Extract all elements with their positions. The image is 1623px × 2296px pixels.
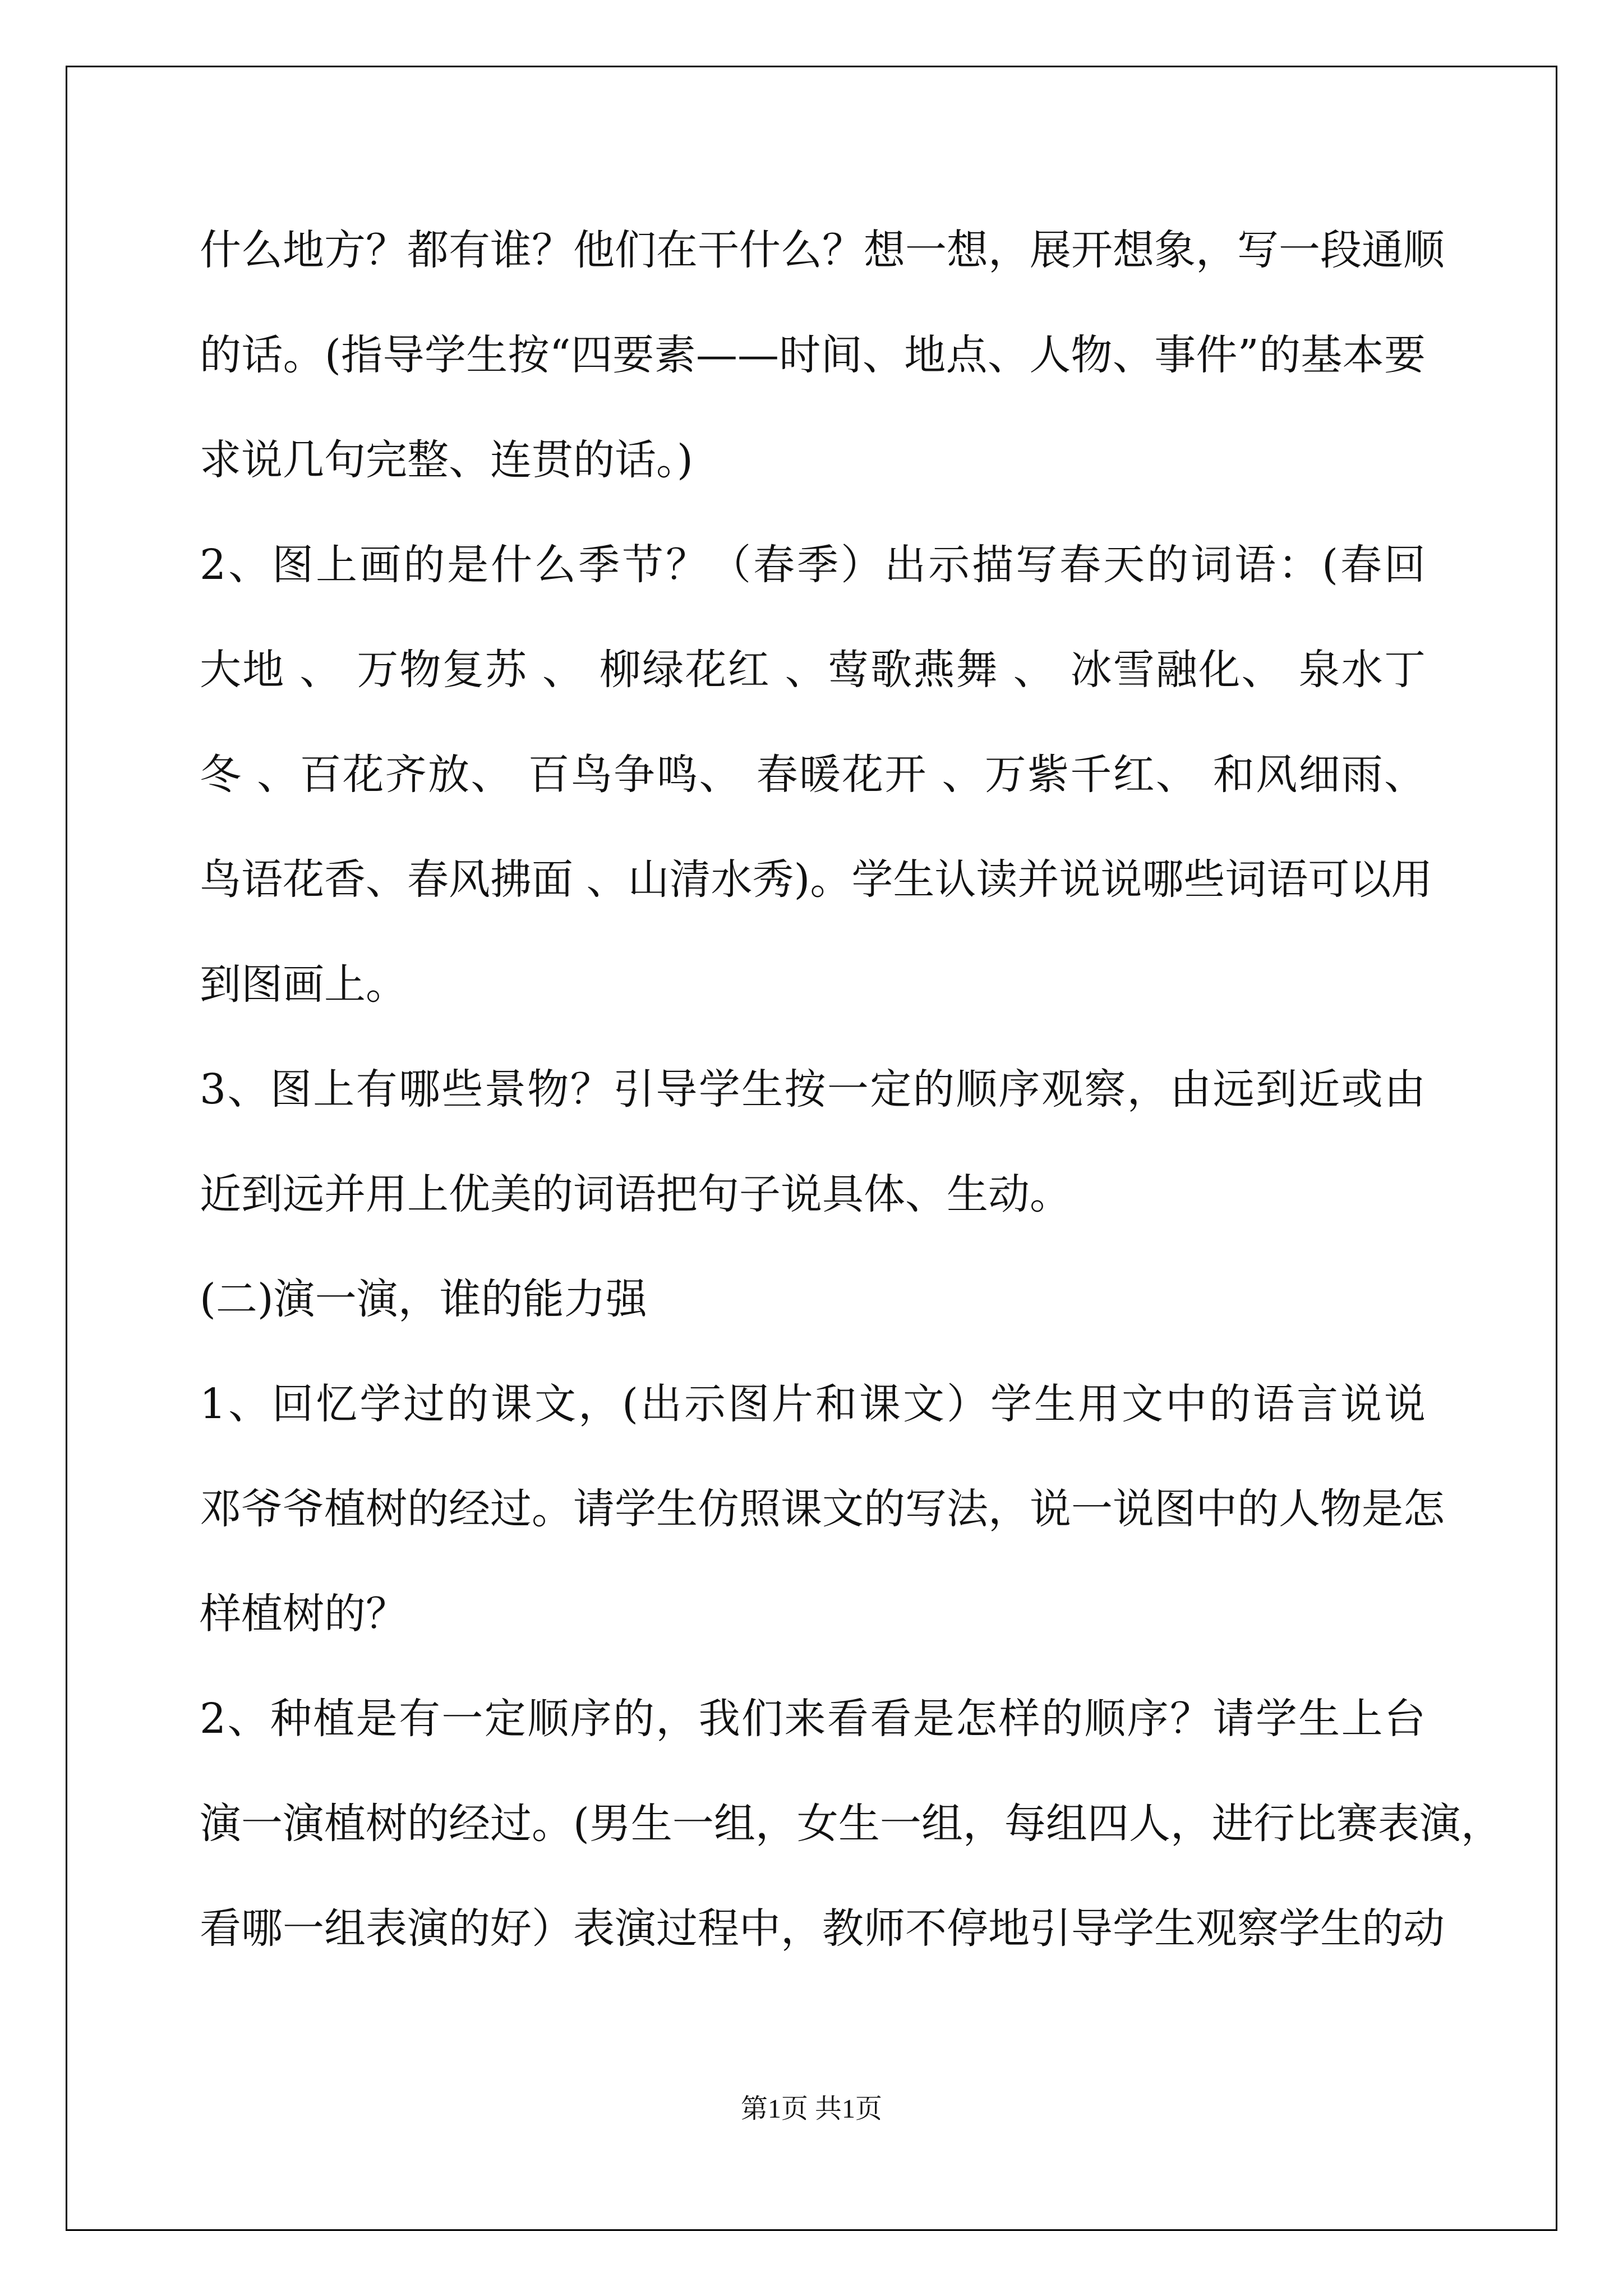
body-line-8: 到图画上。 [200,960,407,1009]
body-line-4: 2、图上画的是什么季节？（春季）出示描写春天的词语：(春回 [200,541,1426,589]
body-line-16: 演一演植树的经过。(男生一组，女生一组，每组四人，进行比赛表演， [200,1800,1502,1848]
body-line-7: 鸟语花香、春风拂面 、山清水秀)。学生认读并说说哪些词语可以用 [200,855,1433,904]
page-footer: 第1页 共1页 [740,2094,882,2124]
body-line-1: 什么地方？都有谁？他们在干什么？想一想，展开想象，写一段通顺 [200,226,1445,274]
body-line-6: 冬 、百花齐放、 百鸟争鸣、 春暖花开 、万紫千红、 和风细雨、 [200,751,1426,799]
body-line-3: 求说几句完整、连贯的话。) [200,436,693,484]
body-line-17: 看哪一组表演的好）表演过程中，教师不停地引导学生观察学生的动 [200,1904,1445,1953]
body-line-5: 大地 、 万物复苏 、 柳绿花红 、莺歌燕舞 、 冰雪融化、 泉水丁 [200,646,1426,694]
body-line-12: 1、回忆学过的课文，(出示图片和课文）学生用文中的语言说说 [200,1380,1426,1428]
body-line-10: 近到远并用上优美的词语把句子说具体、生动。 [200,1170,1071,1218]
body-line-15: 2、种植是有一定顺序的，我们来看看是怎样的顺序？请学生上台 [200,1695,1426,1743]
body-line-11: (二)演一演，谁的能力强 [200,1275,647,1323]
body-line-2: 的话。(指导学生按“四要素——时间、地点、人物、事件”的基本要 [200,331,1426,379]
body-line-13: 邓爷爷植树的经过。请学生仿照课文的写法，说一说图中的人物是怎 [200,1485,1445,1533]
body-line-9: 3、图上有哪些景物？引导学生按一定的顺序观察，由远到近或由 [200,1065,1426,1114]
body-line-14: 样植树的？ [200,1590,407,1638]
